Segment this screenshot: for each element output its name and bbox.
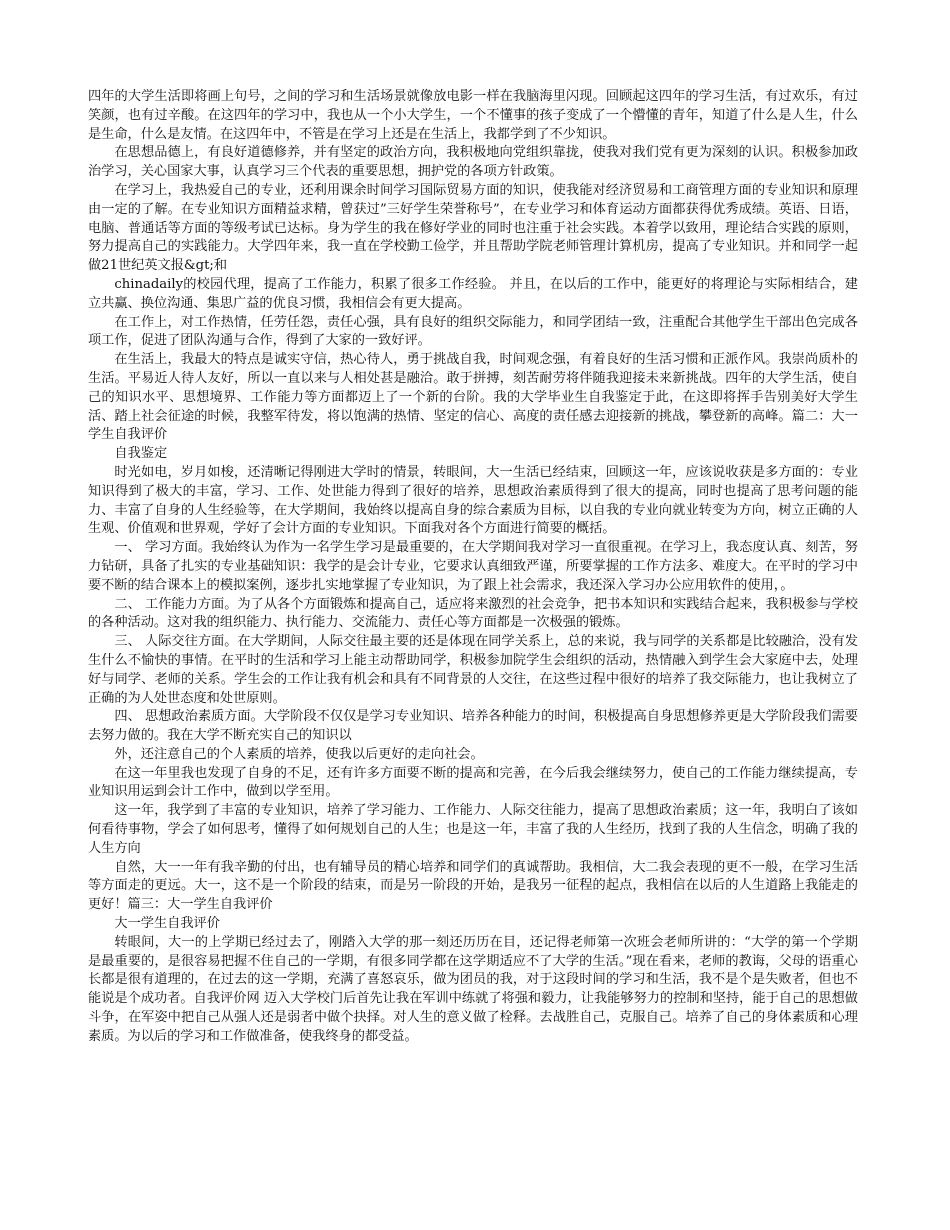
paragraph: 一、 学习方面。我始终认为作为一名学生学习是最重要的，在大学期间我对学习一直很重视。在学习上，我态度认真、刻苦，努力钻研，具备了扎实的专业基础知识：我学的是会计专业，它要求认真细致严谨，所要掌握的工作方法多、难度大。在平时的学习中要不断的结合课本上的模拟案例，逐步扎实地掌握了专业知识，为了跟上社会需求，我还深入学习办公应用软件的使用，。 [88, 540, 858, 593]
paragraph: 在学习上，我热爱自己的专业，还利用课余时间学习国际贸易方面的知识，使我能对经济贸易和工商管理方面的专业知识和原理由一定的了解。在专业知识方面精益求精，曾获过”三好学生荣誉称号”，在专业学习和体育运动方面都获得优秀成绩。英语、日语，电脑、普通话等方面的等级考试已达标。身为学生的我在修好学业的同时也注重于社会实践。本着学以致用，理论结合实践的原则，努力提高自己的实践能力。大学四年来，我一直在学校勤工俭学，并且帮助学院老师管理计算机房，提高了专业知识。并和同学一起做21世纪英文报&gt;和 [88, 182, 858, 274]
section-heading: 大一学生自我评价 [114, 916, 220, 932]
document-body [88, 88, 858, 1047]
paragraph: 在思想品德上，有良好道德修养，并有坚定的政治方向，我积极地向党组织靠拢，使我对我们党有更为深刻的认识。积极参加政治学习，关心国家大事，认真学习三个代表的重要思想，拥护党的各项方针政策。 [88, 145, 858, 180]
paragraph: 转眼间，大一的上学期已经过去了，刚踏入大学的那一刻还历历在目，还记得老师第一次班会老师所讲的：“大学的第一个学期是最重要的，是很容易把握不住自己的一学期，有很多同学都在这学期适应不了大学的生活。”现在看来，老师的教诲，父母的语重心长都是很有道理的，在过去的这一学期，充满了喜怒哀乐，做为团员的我，对于这段时间的学习和生活，我不是个是失败者，但也不能说是个成功者。自我评价网 迈入大学校门后首先让我在军训中练就了将强和毅力，让我能够努力的控制和坚持，能于自己的思想做斗争，在军姿中把自己从强人还是弱者中做个抉择。对人生的意义做了栓释。去战胜自己，克服自己。培养了自己的身体素质和心理素质。为以后的学习和工作做准备，使我终身的都受益。 [88, 934, 858, 1044]
paragraph: 四、 思想政治素质方面。大学阶段不仅仅是学习专业知识、培养各种能力的时间，积极提高自身思想修养更是大学阶段我们需要去努力做的。我在大学不断充实自己的知识以 [88, 709, 858, 744]
paragraph: 这一年，我学到了丰富的专业知识，培养了学习能力、工作能力、人际交往能力，提高了思想政治素质；这一年，我明白了该如何看待事物，学会了如何思考，懂得了如何规划自己的人生；也是这一年，丰富了我的人生经历，找到了我的人生信念，明确了我的人生方向 [88, 803, 858, 856]
paragraph: 在工作上，对工作热情，任劳任怨，责任心强，具有良好的组织交际能力，和同学团结一致，注重配合其他学生干部出色完成各项工作，促进了团队沟通与合作，得到了大家的一致好评。 [88, 314, 858, 349]
paragraph: 在生活上，我最大的特点是诚实守信，热心待人，勇于挑战自我，时间观念强，有着良好的生活习惯和正派作风。我崇尚质朴的生活。平易近人待人友好，所以一直以来与人相处甚是融洽。敢于拼搏，刻苦耐劳将伴随我迎接未来新挑战。四年的大学生活，使自己的知识水平、思想境界、工作能力等方面都迈上了一个新的台阶。我的大学毕业生自我鉴定于此，在这即将挥手告别美好大学生活、踏上社会征途的时候，我整军待发，将以饱满的热情、坚定的信心、高度的责任感去迎接新的挑战，攀登新的高峰。篇二：大一学生自我评价 [88, 352, 858, 443]
paragraph: 外，还注意自己的个人素质的培养，使我以后更好的走向社会。 [114, 746, 484, 762]
paragraph: 四年的大学生活即将画上句号，之间的学习和生活场景就像放电影一样在我脑海里闪现。回顾起这四年的学习生活，有过欢乐，有过笑颜，也有过辛酸。在这四年的学习中，我也从一个小大学生，一个不懂事的孩子变成了一个懵懂的青年，知道了什么是人生，什么是生命，什么是友情。在这四年中，不管是在学习上还是在生活上，我都学到了不少知识。 [88, 89, 858, 142]
paragraph: 三、 人际交往方面。在大学期间，人际交往最主要的还是体现在同学关系上，总的来说，我与同学的关系都是比较融洽，没有发生什么不愉快的事情。在平时的生活和学习上能主动帮助同学，积极参加院学生会组织的活动，热情融入到学生会大家庭中去，处理好与同学、老师的关系。学生会的工作让我有机会和具有不同背景的人交往，在这些过程中很好的培养了我交际能力，也让我树立了正确的为人处世态度和处世原则。 [88, 634, 858, 706]
paragraph: chinadaily的校园代理，提高了工作能力，积累了很多工作经验。 并且，在以后的工作中，能更好的将理论与实际相结合，建立共赢、换位沟通、集思广益的优良习惯，我相信会有更大提高。 [88, 276, 858, 311]
paragraph: 二、 工作能力方面。为了从各个方面锻炼和提高自己，适应将来激烈的社会竞争，把书本知识和实践结合起来，我积极参与学校的各种活动。这对我的组织能力、执行能力、交流能力、责任心等方面都是一次极强的锻炼。 [88, 596, 858, 631]
section-heading: 自我鉴定 [114, 446, 168, 462]
paragraph: 时光如电，岁月如梭，还清晰记得刚进大学时的情景，转眼间，大一生活已经结束，回顾这一年，应该说收获是多方面的：专业知识得到了极大的丰富，学习、工作、处世能力得到了很好的培养，思想政治素质得到了很大的提高，同时也提高了思考问题的能力、丰富了自身的人生经验等，在大学期间，我始终以提高自身的综合素质为目标，以自我的专业向就业转变为方向，树立正确的人生观、价值观和世界观，学好了会计方面的专业知识。下面我对各个方面进行简要的概括。 [88, 464, 858, 537]
paragraph: 自然，大一一年有我辛勤的付出，也有辅导员的精心培养和同学们的真诚帮助。我相信，大二我会表现的更不一般，在学习生活等方面走的更远。大一，这不是一个阶段的结束，而是另一阶段的开始，是我另一征程的起点，我相信在以后的人生道路上我能走的更好！篇三：大一学生自我评价 [88, 859, 858, 913]
paragraph: 在这一年里我也发现了自身的不足，还有许多方面要不断的提高和完善，在今后我会继续努力，使自己的工作能力继续提高，专业知识用运到会计工作中，做到以学至用。 [88, 765, 858, 800]
